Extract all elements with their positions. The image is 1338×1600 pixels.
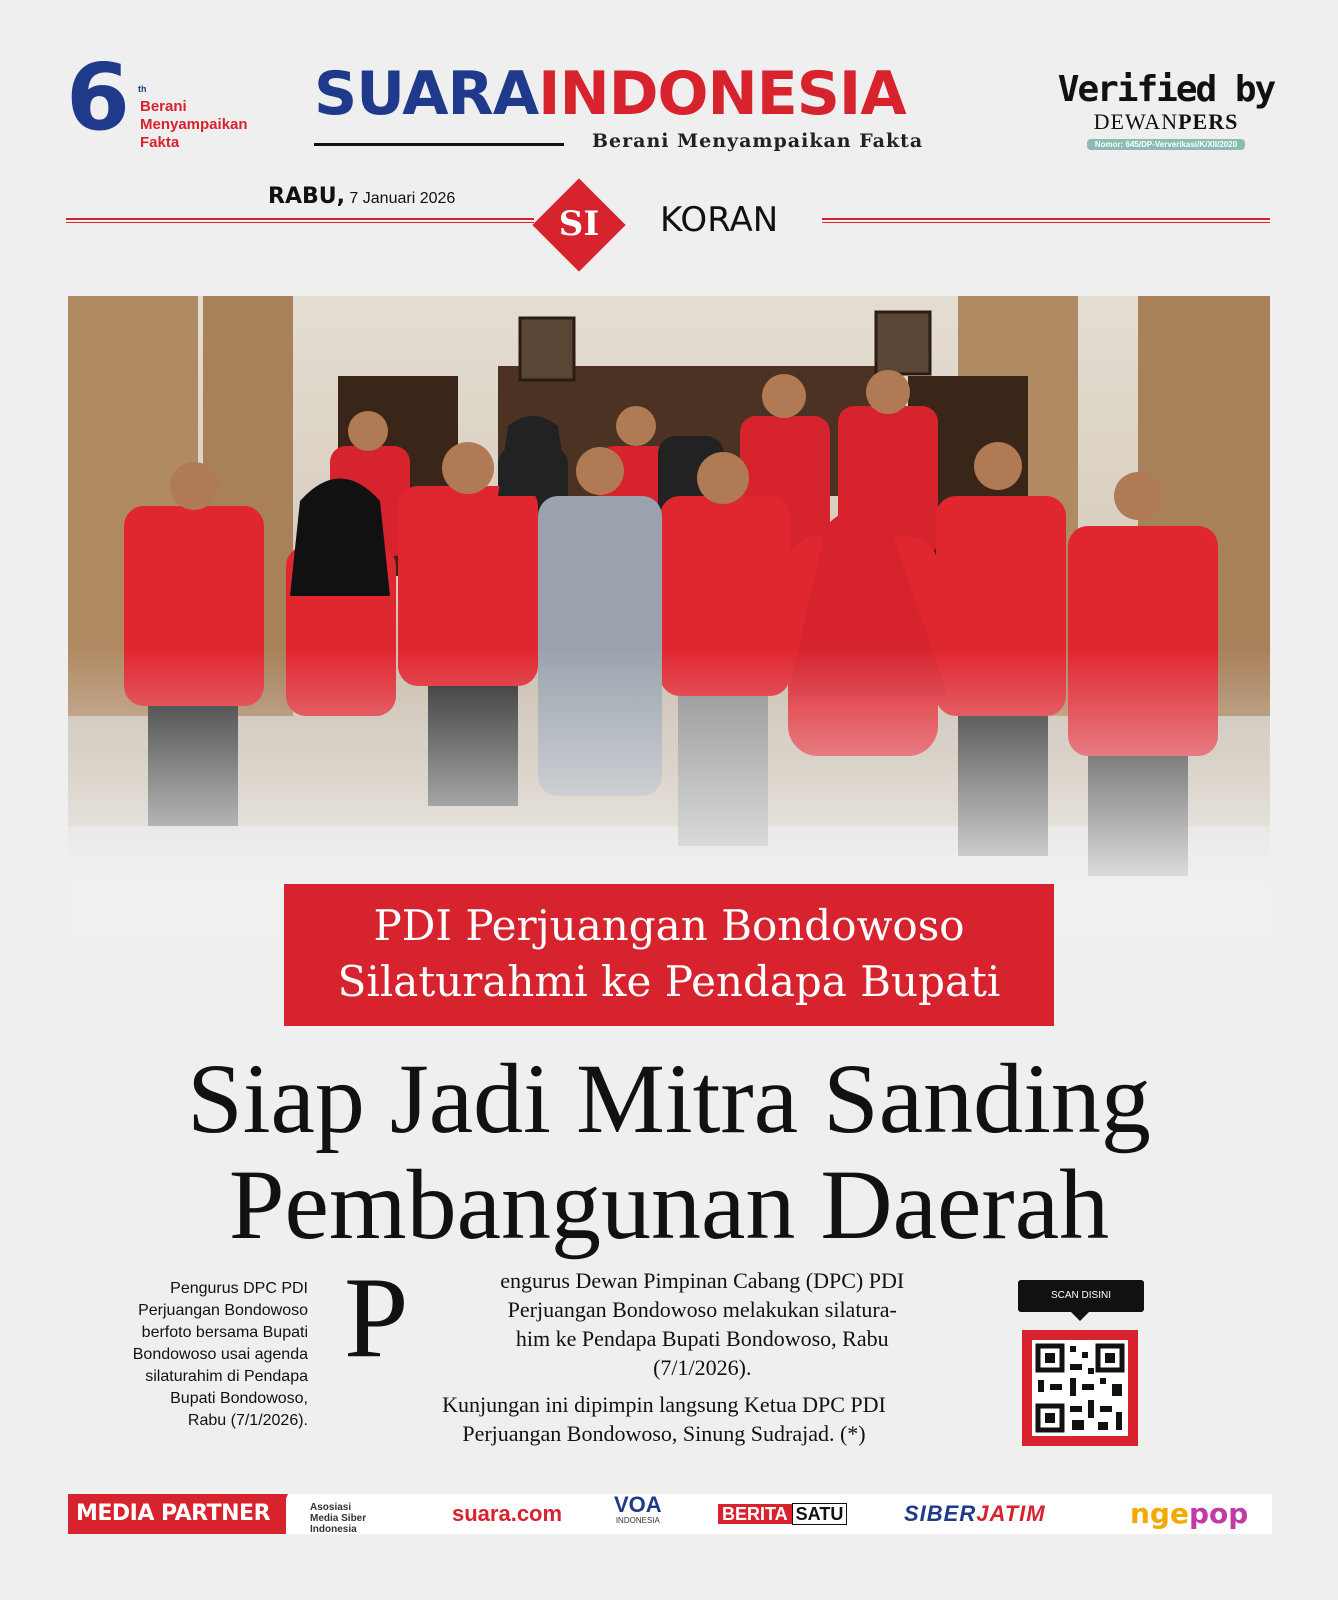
anniversary-number: 6 [66, 44, 131, 151]
headline-line-1: Siap Jadi Mitra Sanding [187, 1043, 1151, 1154]
article-body [344, 1254, 984, 1448]
article-paragraph-2: Kunjungan ini dipimpin langsung Ketua DPC PDI Perjuangan Bondowoso, Sinung Sudrajad. (*) [442, 1392, 886, 1446]
headline [0, 1043, 1338, 1260]
anniversary-badge [66, 44, 286, 160]
brand-tagline: Berani Menyampaikan Fakta [592, 130, 924, 152]
kicker-box [284, 884, 1054, 1026]
photo-caption: Pengurus DPC PDI Perjuangan Bondowoso berfoto bersama Bupati Bondowoso usai agenda silaturahim di Pendapa Bupati Bondowoso, Rabu (7/1/2026). [132, 1280, 308, 1429]
section-name: KORAN [660, 200, 779, 240]
partner-suara[interactable]: suara.com [452, 1501, 563, 1526]
brand-name: SUARAINDONESIA [314, 59, 906, 129]
anniversary-suffix: th [138, 84, 147, 94]
date-label: 7 Januari 2026 [349, 190, 456, 207]
media-partner-slant [270, 1494, 288, 1534]
scan-arrow-icon [1070, 1311, 1090, 1321]
partner-beritasatu[interactable]: BERITA SATU [718, 1502, 847, 1526]
section-logo: SI [558, 204, 600, 244]
dewan-pers-label: DEWANPERS [1093, 109, 1239, 134]
drop-cap: P [344, 1254, 409, 1382]
header-rule-left [66, 218, 534, 223]
header-rule-right [822, 218, 1270, 223]
day-label: RABU, [268, 184, 345, 209]
masthead-rule [314, 143, 564, 146]
scan-label: SCAN DISINI [1018, 1280, 1144, 1312]
verification-number: Nomor: 645/DP-Ververikasi/K/XII/2020 [1087, 139, 1245, 150]
anniversary-tagline: Berani Menyampaikan Fakta [140, 98, 248, 151]
kicker-line-2: Silaturahmi ke Pendapa Bupati [337, 957, 1001, 1006]
qr-code-icon [1032, 1340, 1128, 1436]
media-partner-label: MEDIA PARTNER [68, 1494, 286, 1534]
verified-label: Verified by [1057, 69, 1275, 110]
qr-code[interactable] [1022, 1330, 1138, 1446]
partner-amsi[interactable]: Asosiasi Media Siber Indonesia [310, 1502, 367, 1535]
partner-voa[interactable]: VOA INDONESIA [614, 1492, 662, 1525]
group-photo [68, 296, 1270, 936]
masthead-logo[interactable] [314, 58, 1034, 152]
article-paragraph-1: engurus Dewan Pimpinan Cabang (DPC) PDI Perjuangan Bondowoso melakukan silatura- him ke Pendapa Bupati Bondowoso, Rabu (7/1/2026). [500, 1268, 905, 1380]
partner-ngepop[interactable]: ngepop [1130, 1497, 1249, 1530]
verified-badge [1056, 70, 1276, 160]
kicker-line-1: PDI Perjuangan Bondowoso [373, 901, 965, 950]
partner-siberjatim[interactable]: SIBERJATIM [904, 1501, 1046, 1526]
dateline [268, 184, 455, 209]
headline-line-2: Pembangunan Daerah [228, 1149, 1110, 1260]
